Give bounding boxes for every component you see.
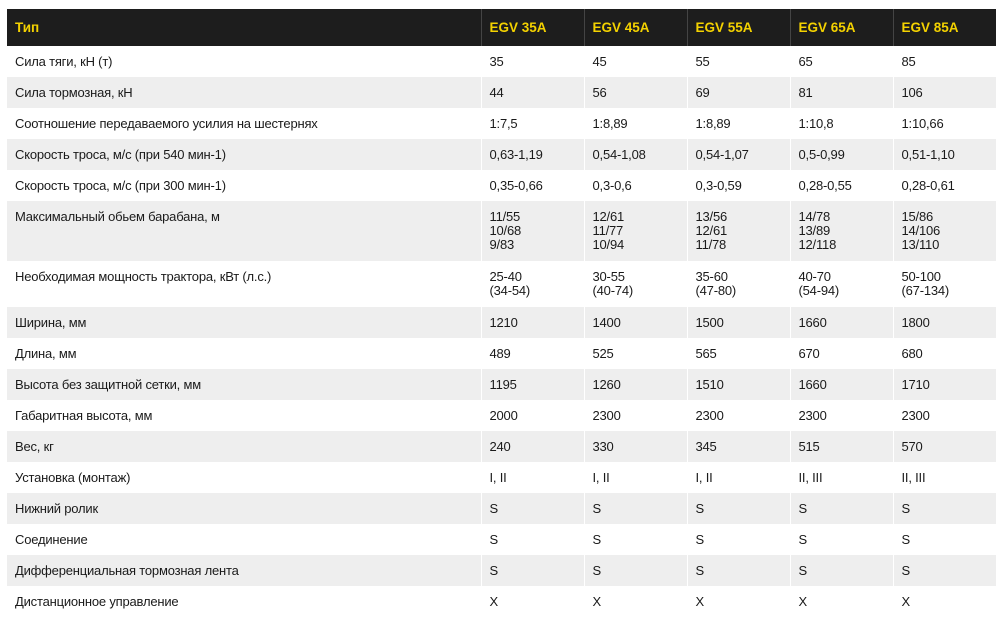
cell-value: 1195 <box>489 377 517 392</box>
cell-value: 0,28-0,55 <box>798 178 852 193</box>
cell-value: 35 <box>489 54 504 69</box>
row-label: Скорость троса, м/с (при 540 мин-1) <box>7 139 481 170</box>
table-cell <box>584 201 687 261</box>
table-cell <box>687 108 790 139</box>
cell-value: 1660 <box>798 377 827 392</box>
table-cell <box>893 261 996 307</box>
row-label: Дифференциальная тормозная лента <box>7 555 481 586</box>
table-cell <box>481 77 584 108</box>
cell-value: 11/77 <box>592 223 624 238</box>
cell-value: 2300 <box>592 408 621 423</box>
table-cell <box>584 108 687 139</box>
table-row <box>7 524 996 555</box>
row-label: Ширина, мм <box>7 307 481 338</box>
cell-value: S <box>695 501 704 516</box>
table-cell <box>790 431 893 462</box>
table-cell <box>584 307 687 338</box>
spec-table-container <box>7 9 995 617</box>
cell-value: 680 <box>901 346 923 361</box>
row-label: Максимальный обьем барабана, м <box>7 201 481 261</box>
cell-value: 2300 <box>695 408 724 423</box>
cell-value: 0,35-0,66 <box>489 178 543 193</box>
cell-value: X <box>489 594 498 609</box>
table-row <box>7 462 996 493</box>
table-cell <box>790 400 893 431</box>
cell-value: 1:8,89 <box>592 116 628 131</box>
table-cell <box>687 46 790 77</box>
table-cell <box>687 555 790 586</box>
cell-value: 0,3-0,59 <box>695 178 742 193</box>
cell-value: 0,5-0,99 <box>798 147 845 162</box>
table-cell <box>481 46 584 77</box>
table-cell <box>584 261 687 307</box>
cell-value: 40-70 <box>798 269 831 284</box>
table-cell <box>481 586 584 617</box>
table-cell <box>687 77 790 108</box>
cell-value: 525 <box>592 346 614 361</box>
cell-value: 10/68 <box>489 223 522 238</box>
cell-value: II, III <box>798 470 823 485</box>
table-cell <box>584 431 687 462</box>
cell-value: 106 <box>901 85 923 100</box>
table-row <box>7 493 996 524</box>
table-cell <box>584 170 687 201</box>
table-cell <box>481 338 584 369</box>
cell-value: 240 <box>489 439 511 454</box>
table-cell <box>584 77 687 108</box>
table-cell <box>481 400 584 431</box>
table-cell <box>687 493 790 524</box>
cell-value: 12/118 <box>798 237 837 252</box>
cell-value: (54-94) <box>798 283 840 298</box>
table-cell <box>893 555 996 586</box>
cell-value: 1:10,66 <box>901 116 944 131</box>
table-cell <box>790 462 893 493</box>
table-row <box>7 46 996 77</box>
table-cell <box>893 46 996 77</box>
table-cell <box>893 77 996 108</box>
header-type-label: Тип <box>7 9 481 46</box>
cell-value: 13/56 <box>695 209 728 224</box>
cell-value: X <box>592 594 601 609</box>
table-cell <box>687 170 790 201</box>
cell-value: 0,54-1,07 <box>695 147 749 162</box>
row-label: Дистанционное управление <box>7 586 481 617</box>
table-cell <box>790 77 893 108</box>
table-cell <box>687 524 790 555</box>
table-cell <box>481 462 584 493</box>
cell-value: X <box>695 594 704 609</box>
table-row <box>7 400 996 431</box>
table-cell <box>893 338 996 369</box>
cell-value: 1:10,8 <box>798 116 834 131</box>
cell-value: 2300 <box>798 408 827 423</box>
cell-value: 35-60 <box>695 269 728 284</box>
table-cell <box>687 261 790 307</box>
row-label: Габаритная высота, мм <box>7 400 481 431</box>
row-label: Соотношение передаваемого усилия на шестернях <box>7 108 481 139</box>
table-cell <box>481 524 584 555</box>
table-row <box>7 77 996 108</box>
cell-value: 570 <box>901 439 923 454</box>
cell-value: 1510 <box>695 377 724 392</box>
table-cell <box>687 307 790 338</box>
table-cell <box>687 431 790 462</box>
cell-value: 0,54-1,08 <box>592 147 646 162</box>
cell-value: 45 <box>592 54 607 69</box>
table-cell <box>790 139 893 170</box>
cell-value: 12/61 <box>695 223 728 238</box>
cell-value: S <box>592 501 601 516</box>
header-model: EGV 65A <box>790 9 893 46</box>
cell-value: 69 <box>695 85 710 100</box>
cell-value: 10/94 <box>592 237 625 252</box>
cell-value: S <box>695 563 704 578</box>
table-cell <box>584 369 687 400</box>
cell-value: 50-100 <box>901 269 941 284</box>
cell-value: S <box>798 532 807 547</box>
table-cell <box>790 261 893 307</box>
row-label: Необходимая мощность трактора, кВт (л.с.) <box>7 261 481 307</box>
cell-value: 11/78 <box>695 237 727 252</box>
table-cell <box>687 586 790 617</box>
cell-value: I, II <box>695 470 713 485</box>
cell-value: 30-55 <box>592 269 625 284</box>
table-cell <box>481 261 584 307</box>
table-cell <box>687 400 790 431</box>
cell-value: 1400 <box>592 315 621 330</box>
table-row <box>7 338 996 369</box>
cell-value: (67-134) <box>901 283 950 298</box>
table-cell <box>790 586 893 617</box>
cell-value: S <box>489 563 498 578</box>
row-label: Сила тормозная, кН <box>7 77 481 108</box>
table-cell <box>481 170 584 201</box>
table-body <box>7 46 996 617</box>
cell-value: 1710 <box>901 377 930 392</box>
table-cell <box>893 307 996 338</box>
table-cell <box>584 555 687 586</box>
cell-value: 0,28-0,61 <box>901 178 955 193</box>
table-row <box>7 170 996 201</box>
table-cell <box>893 170 996 201</box>
table-row <box>7 108 996 139</box>
cell-value: S <box>592 563 601 578</box>
cell-value: 81 <box>798 85 813 100</box>
table-cell <box>893 108 996 139</box>
table-cell <box>893 400 996 431</box>
table-cell <box>790 201 893 261</box>
cell-value: S <box>592 532 601 547</box>
cell-value: 565 <box>695 346 717 361</box>
table-cell <box>893 201 996 261</box>
cell-value: 0,3-0,6 <box>592 178 632 193</box>
table-cell <box>481 307 584 338</box>
cell-value: X <box>798 594 807 609</box>
table-cell <box>790 369 893 400</box>
table-row <box>7 307 996 338</box>
cell-value: X <box>901 594 910 609</box>
table-cell <box>893 431 996 462</box>
table-cell <box>481 369 584 400</box>
header-model: EGV 35A <box>481 9 584 46</box>
cell-value: 515 <box>798 439 820 454</box>
cell-value: 14/78 <box>798 209 831 224</box>
row-label: Длина, мм <box>7 338 481 369</box>
cell-value: 345 <box>695 439 717 454</box>
row-label: Нижний ролик <box>7 493 481 524</box>
table-cell <box>687 462 790 493</box>
cell-value: S <box>901 532 910 547</box>
cell-value: S <box>901 563 910 578</box>
table-cell <box>687 201 790 261</box>
cell-value: 14/106 <box>901 223 941 238</box>
cell-value: 670 <box>798 346 820 361</box>
table-cell <box>584 139 687 170</box>
row-label: Скорость троса, м/с (при 300 мин-1) <box>7 170 481 201</box>
cell-value: S <box>798 563 807 578</box>
table-cell <box>584 586 687 617</box>
cell-value: 1:8,89 <box>695 116 731 131</box>
table-row <box>7 201 996 261</box>
table-cell <box>687 139 790 170</box>
table-cell <box>893 524 996 555</box>
cell-value: 13/110 <box>901 237 940 252</box>
cell-value: 12/61 <box>592 209 625 224</box>
header-model: EGV 55A <box>687 9 790 46</box>
table-row <box>7 555 996 586</box>
table-cell <box>893 493 996 524</box>
row-label: Установка (монтаж) <box>7 462 481 493</box>
spec-table <box>7 9 996 617</box>
cell-value: 55 <box>695 54 710 69</box>
row-label: Соединение <box>7 524 481 555</box>
cell-value: 1260 <box>592 377 621 392</box>
table-row <box>7 139 996 170</box>
table-header-row <box>7 9 996 46</box>
table-cell <box>481 431 584 462</box>
cell-value: 0,51-1,10 <box>901 147 955 162</box>
table-cell <box>790 338 893 369</box>
cell-value: II, III <box>901 470 926 485</box>
header-model: EGV 85A <box>893 9 996 46</box>
table-cell <box>790 555 893 586</box>
table-cell <box>481 108 584 139</box>
table-row <box>7 261 996 307</box>
cell-value: 25-40 <box>489 269 522 284</box>
table-cell <box>584 524 687 555</box>
table-cell <box>790 307 893 338</box>
table-cell <box>584 400 687 431</box>
cell-value: 85 <box>901 54 916 69</box>
table-cell <box>481 555 584 586</box>
table-cell <box>584 493 687 524</box>
table-cell <box>790 108 893 139</box>
cell-value: 1210 <box>489 315 518 330</box>
cell-value: (40-74) <box>592 283 634 298</box>
cell-value: 489 <box>489 346 511 361</box>
cell-value: S <box>489 501 498 516</box>
table-cell <box>481 493 584 524</box>
table-cell <box>584 338 687 369</box>
cell-value: 15/86 <box>901 209 934 224</box>
cell-value: 2000 <box>489 408 518 423</box>
cell-value: 2300 <box>901 408 930 423</box>
cell-value: 0,63-1,19 <box>489 147 543 162</box>
table-cell <box>893 139 996 170</box>
cell-value: I, II <box>592 470 610 485</box>
cell-value: S <box>695 532 704 547</box>
row-label: Сила тяги, кН (т) <box>7 46 481 77</box>
cell-value: 44 <box>489 85 504 100</box>
cell-value: S <box>489 532 498 547</box>
cell-value: S <box>798 501 807 516</box>
row-label: Вес, кг <box>7 431 481 462</box>
table-cell <box>893 369 996 400</box>
cell-value: I, II <box>489 470 507 485</box>
cell-value: 330 <box>592 439 614 454</box>
table-cell <box>790 46 893 77</box>
table-cell <box>584 46 687 77</box>
cell-value: 1:7,5 <box>489 116 518 131</box>
cell-value: (34-54) <box>489 283 531 298</box>
row-label: Высота без защитной сетки, мм <box>7 369 481 400</box>
cell-value: 9/83 <box>489 237 515 252</box>
cell-value: (47-80) <box>695 283 737 298</box>
table-cell <box>687 338 790 369</box>
table-cell <box>481 201 584 261</box>
cell-value: 13/89 <box>798 223 831 238</box>
table-row <box>7 369 996 400</box>
cell-value: S <box>901 501 910 516</box>
table-cell <box>893 462 996 493</box>
cell-value: 65 <box>798 54 813 69</box>
table-cell <box>790 493 893 524</box>
table-cell <box>584 462 687 493</box>
table-cell <box>893 586 996 617</box>
cell-value: 1660 <box>798 315 827 330</box>
table-cell <box>790 170 893 201</box>
table-row <box>7 431 996 462</box>
cell-value: 1500 <box>695 315 724 330</box>
cell-value: 56 <box>592 85 607 100</box>
cell-value: 11/55 <box>489 209 521 224</box>
table-cell <box>687 369 790 400</box>
header-model: EGV 45A <box>584 9 687 46</box>
cell-value: 1800 <box>901 315 930 330</box>
table-cell <box>790 524 893 555</box>
table-cell <box>481 139 584 170</box>
table-row <box>7 586 996 617</box>
